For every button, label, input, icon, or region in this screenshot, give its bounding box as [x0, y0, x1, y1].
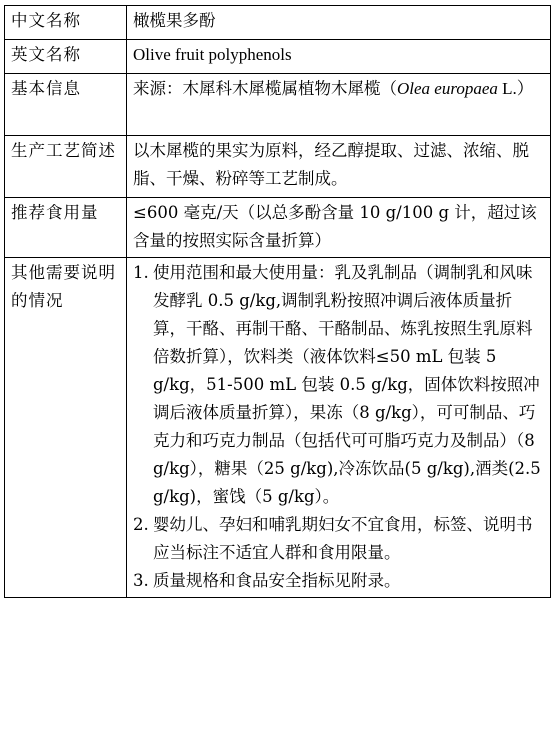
list-item-text: 婴幼儿、孕妇和哺乳期妇女不宜食用，标签、说明书应当标注不适宜人群和食用限量。	[153, 515, 533, 562]
label-process: 生产工艺简述	[5, 136, 127, 198]
info-sheet	[4, 5, 550, 598]
table-row-chinese-name	[5, 6, 551, 40]
table-row-english-name	[5, 40, 551, 74]
table-row-process	[5, 136, 551, 198]
value-other-notes	[127, 258, 551, 598]
ingredient-info-table	[4, 5, 551, 598]
label-english-name: 英文名称	[5, 40, 127, 74]
list-item	[133, 511, 544, 567]
list-item	[133, 567, 544, 595]
list-item-text: 质量规格和食品安全指标见附录。	[153, 571, 401, 590]
basic-info-authority: L.）	[497, 79, 534, 98]
value-chinese-name: 橄榄果多酚	[127, 6, 551, 40]
value-process: 以木犀榄的果实为原料，经乙醇提取、过滤、浓缩、脱脂、干燥、粉碎等工艺制成。	[127, 136, 551, 198]
table-row-dosage	[5, 198, 551, 258]
value-dosage: ≤600 毫克/天（以总多酚含量 10 g/100 g 计，超过该含量的按照实际含量折算）	[127, 198, 551, 258]
label-chinese-name: 中文名称	[5, 6, 127, 40]
label-dosage: 推荐食用量	[5, 198, 127, 258]
list-item-number: 1.	[133, 263, 149, 282]
value-english-name: Olive fruit polyphenols	[127, 40, 551, 74]
list-item-number: 2.	[133, 515, 149, 534]
label-basic-info: 基本信息	[5, 74, 127, 136]
list-item	[133, 259, 544, 511]
table-row-basic-info	[5, 74, 551, 136]
basic-info-latin-name: Olea europaea	[397, 79, 498, 98]
list-item-number: 3.	[133, 571, 149, 590]
basic-info-source: 来源：木犀科木犀榄属植物木犀榄（	[133, 79, 397, 98]
table-row-other-notes	[5, 258, 551, 598]
notes-list	[133, 259, 544, 595]
list-item-text: 使用范围和最大使用量：乳及乳制品（调制乳和风味发酵乳 0.5 g/kg,调制乳粉按照冲调后液体质量折算，干酪、再制干酪、干酪制品、炼乳按照生乳原料倍数折算），饮料类（液体饮料≤50 mL 包装 5 g/kg，51-500 mL 包装 0.5 g/kg，固体饮料按照冲调后液体质量折算），果冻（8 g/kg），可可制品、巧克力和巧克力制品（包括代可可脂巧克力及制品）（8 g/kg），糖果（25 g/kg),冷冻饮品(5 g/kg),酒类(2.5 g/kg)，蜜饯（5 g/kg）。	[153, 263, 541, 506]
label-other-notes: 其他需要说明的情况	[5, 258, 127, 598]
value-basic-info	[127, 74, 551, 136]
